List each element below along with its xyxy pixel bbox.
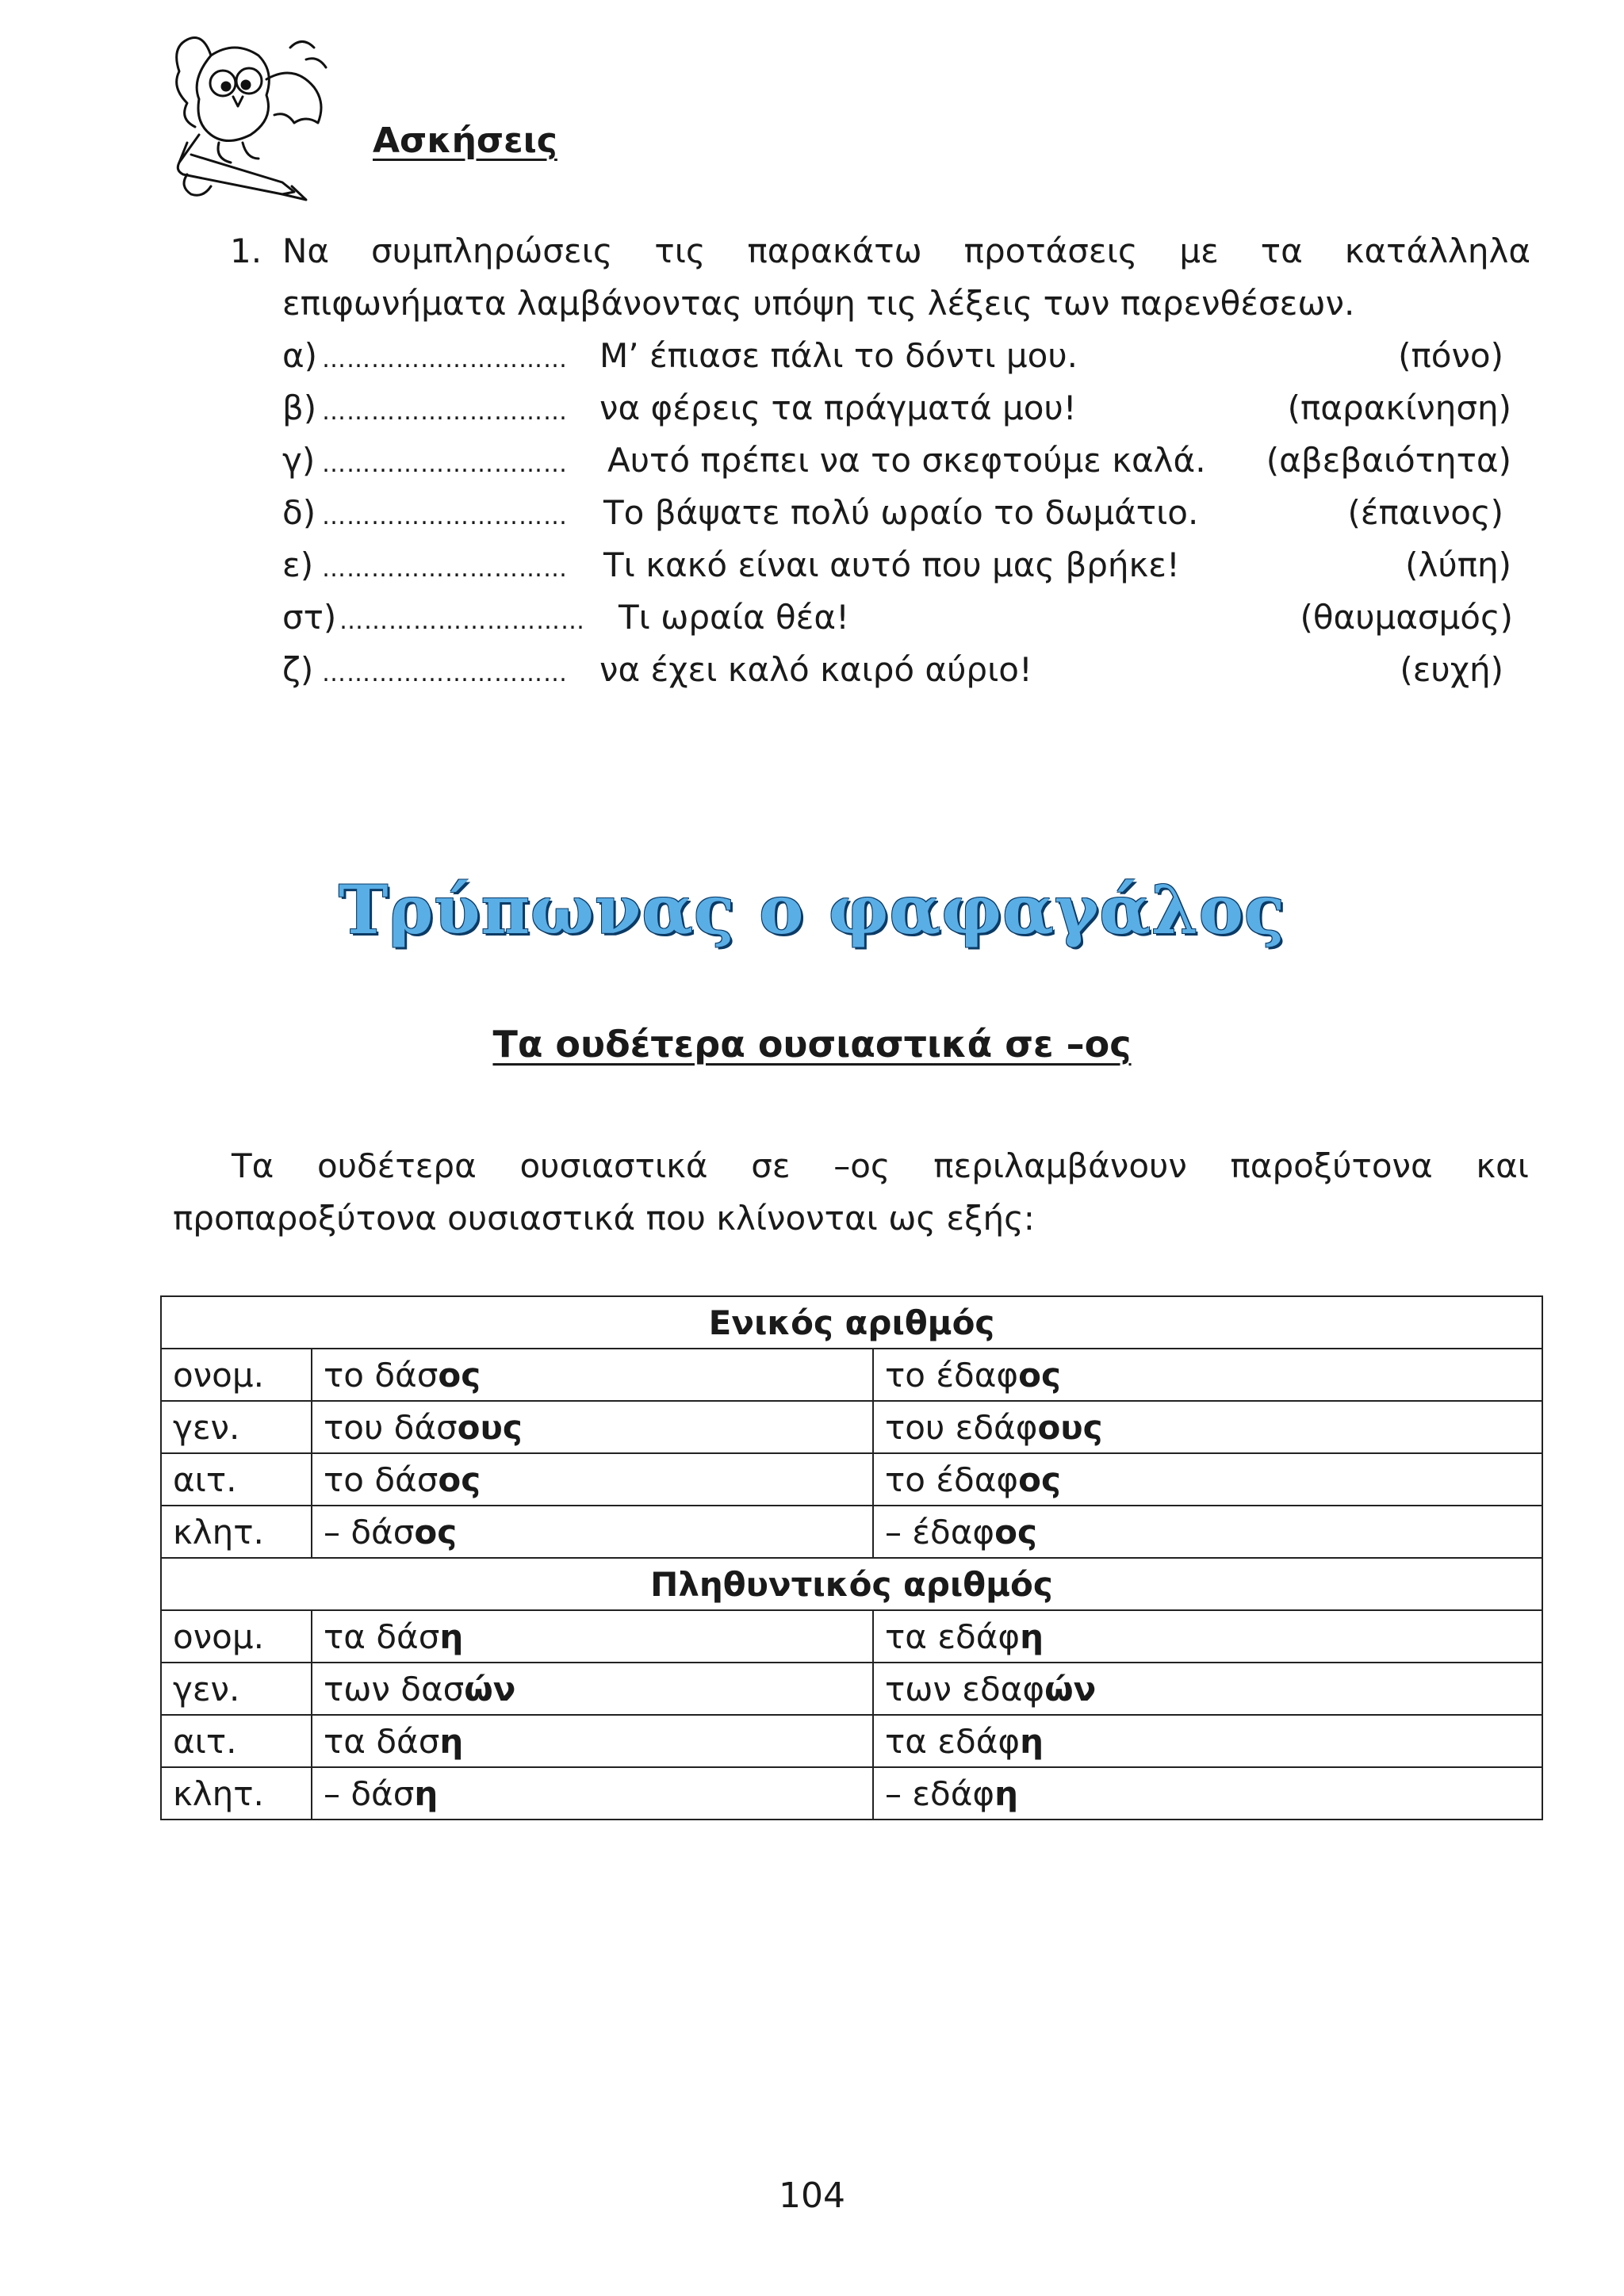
case-cell: κλητ. bbox=[161, 1767, 312, 1820]
word-cell bbox=[873, 1715, 1542, 1767]
exercise-item bbox=[282, 336, 1503, 384]
blank-line[interactable]: ………………………… bbox=[322, 450, 568, 478]
item-sentence: να έχει καλό καιρό αύριο! bbox=[599, 650, 1032, 689]
word-stem: τα εδάφ bbox=[885, 1721, 1021, 1761]
case-cell: κλητ. bbox=[161, 1506, 312, 1558]
question-number: 1. bbox=[230, 232, 262, 270]
word-cell bbox=[312, 1663, 873, 1715]
item-hint: (θαυμασμός) bbox=[1300, 598, 1513, 637]
plural-header: Πληθυντικός αριθμός bbox=[161, 1558, 1542, 1610]
word-ending: η bbox=[1020, 1617, 1044, 1656]
item-hint: (ευχή) bbox=[1400, 650, 1503, 689]
word-cell bbox=[312, 1610, 873, 1663]
word-cell bbox=[873, 1610, 1542, 1663]
word-stem: του δάσ bbox=[324, 1407, 458, 1447]
table-header-row bbox=[161, 1296, 1542, 1349]
word-cell bbox=[312, 1349, 873, 1401]
word-ending: η bbox=[994, 1774, 1019, 1813]
word-cell bbox=[312, 1715, 873, 1767]
item-label: α) bbox=[282, 336, 318, 375]
case-cell: γεν. bbox=[161, 1401, 312, 1453]
word-ending: ος bbox=[994, 1512, 1037, 1552]
table-row bbox=[161, 1715, 1542, 1767]
exercise-item bbox=[282, 650, 1503, 698]
word-ending: η bbox=[414, 1774, 439, 1813]
word-stem: τα δάσ bbox=[324, 1617, 440, 1656]
word-stem: τα εδάφ bbox=[885, 1617, 1021, 1656]
word-ending: ος bbox=[1018, 1355, 1061, 1395]
word-cell bbox=[873, 1506, 1542, 1558]
word-stem: – δάσ bbox=[324, 1512, 415, 1552]
word-stem: το έδαφ bbox=[885, 1460, 1019, 1499]
word-ending: η bbox=[439, 1721, 464, 1761]
intro-paragraph-line2: προπαροξύτονα ουσιαστικά που κλίνονται ως εξής: bbox=[173, 1199, 1035, 1238]
declension-table bbox=[160, 1295, 1543, 1820]
exercise-item bbox=[282, 493, 1503, 541]
blank-line[interactable]: ………………………… bbox=[322, 346, 568, 373]
word-cell bbox=[873, 1401, 1542, 1453]
word-stem: των δασ bbox=[324, 1669, 465, 1709]
word-cell bbox=[873, 1349, 1542, 1401]
word-stem: το δάσ bbox=[324, 1460, 439, 1499]
word-ending: ών bbox=[1044, 1669, 1097, 1709]
page-number: 104 bbox=[779, 2175, 845, 2216]
exercise-item bbox=[282, 545, 1511, 593]
word-stem: – εδάφ bbox=[885, 1774, 995, 1813]
word-cell bbox=[873, 1767, 1542, 1820]
word-stem: – δάσ bbox=[324, 1774, 415, 1813]
blank-line[interactable]: ………………………… bbox=[339, 607, 585, 635]
word-ending: ών bbox=[464, 1669, 516, 1709]
word-ending: ος bbox=[438, 1355, 481, 1395]
item-hint: (λύπη) bbox=[1405, 545, 1511, 584]
item-label: δ) bbox=[282, 493, 316, 532]
word-ending: η bbox=[1020, 1721, 1044, 1761]
item-hint: (αβεβαιότητα) bbox=[1266, 441, 1511, 480]
word-cell bbox=[312, 1401, 873, 1453]
word-stem: το δάσ bbox=[324, 1355, 439, 1395]
item-label: β) bbox=[282, 388, 317, 427]
item-sentence: να φέρεις τα πράγματά μου! bbox=[599, 388, 1077, 427]
item-sentence: Αυτό πρέπει να το σκεφτούμε καλά. bbox=[607, 441, 1206, 480]
item-sentence: Μ’ έπιασε πάλι το δόντι μου. bbox=[599, 336, 1078, 375]
word-cell bbox=[312, 1506, 873, 1558]
table-row bbox=[161, 1506, 1542, 1558]
table-row bbox=[161, 1610, 1542, 1663]
item-sentence: Τι κακό είναι αυτό που μας βρήκε! bbox=[603, 545, 1180, 584]
table-row bbox=[161, 1663, 1542, 1715]
word-cell bbox=[873, 1453, 1542, 1506]
exercise-item bbox=[282, 598, 1513, 645]
table-header-row bbox=[161, 1558, 1542, 1610]
word-stem: του εδάφ bbox=[885, 1407, 1038, 1447]
table-row bbox=[161, 1453, 1542, 1506]
case-cell: ονομ. bbox=[161, 1349, 312, 1401]
exercises-heading: Ασκήσεις bbox=[373, 121, 557, 161]
item-sentence: Τι ωραία θέα! bbox=[619, 598, 849, 637]
item-label: ζ) bbox=[282, 650, 314, 689]
case-cell: ονομ. bbox=[161, 1610, 312, 1663]
singular-header: Ενικός αριθμός bbox=[161, 1296, 1542, 1349]
word-ending: ος bbox=[414, 1512, 458, 1552]
word-cell bbox=[873, 1663, 1542, 1715]
table-row bbox=[161, 1401, 1542, 1453]
word-cell bbox=[312, 1453, 873, 1506]
table-row bbox=[161, 1767, 1542, 1820]
word-stem: – έδαφ bbox=[885, 1512, 995, 1552]
item-label: ε) bbox=[282, 545, 314, 584]
intro-paragraph-line1: Τα ουδέτερα ουσιαστικά σε –ος περιλαμβάνουν παροξύτονα και bbox=[232, 1146, 1529, 1185]
blank-line[interactable]: ………………………… bbox=[322, 398, 568, 426]
blank-line[interactable]: ………………………… bbox=[322, 555, 568, 583]
word-ending: η bbox=[439, 1617, 464, 1656]
section-subtitle: Τα ουδέτερα ουσιαστικά σε –ος bbox=[492, 1023, 1132, 1066]
table-row bbox=[161, 1349, 1542, 1401]
item-hint: (πόνο) bbox=[1398, 336, 1503, 375]
exercise-item bbox=[282, 388, 1511, 436]
section-title: Τρύπωνας ο φαφαγάλος bbox=[338, 871, 1286, 949]
word-stem: το έδαφ bbox=[885, 1355, 1019, 1395]
word-cell bbox=[312, 1767, 873, 1820]
item-sentence: Το βάψατε πολύ ωραίο το δωμάτιο. bbox=[603, 493, 1199, 532]
word-ending: ους bbox=[1037, 1407, 1103, 1447]
item-label: γ) bbox=[282, 441, 316, 480]
item-label: στ) bbox=[282, 598, 337, 637]
item-hint: (έπαινος) bbox=[1347, 493, 1503, 532]
question-text-line2: επιφωνήματα λαμβάνοντας υπόψη τις λέξεις των παρενθέσεων. bbox=[282, 284, 1355, 323]
exercise-item bbox=[282, 441, 1511, 488]
owl-with-pencil-icon bbox=[155, 24, 346, 206]
blank-line[interactable]: ………………………… bbox=[322, 503, 568, 530]
case-cell: γεν. bbox=[161, 1663, 312, 1715]
case-cell: αιτ. bbox=[161, 1453, 312, 1506]
word-stem: των εδαφ bbox=[885, 1669, 1045, 1709]
word-ending: ους bbox=[457, 1407, 523, 1447]
word-ending: ος bbox=[438, 1460, 481, 1499]
word-stem: τα δάσ bbox=[324, 1721, 440, 1761]
question-text-line1: Να συμπληρώσεις τις παρακάτω προτάσεις με τα κατάλληλα bbox=[282, 232, 1530, 270]
blank-line[interactable]: ………………………… bbox=[322, 660, 568, 687]
case-cell: αιτ. bbox=[161, 1715, 312, 1767]
item-hint: (παρακίνηση) bbox=[1287, 388, 1511, 427]
word-ending: ος bbox=[1018, 1460, 1061, 1499]
